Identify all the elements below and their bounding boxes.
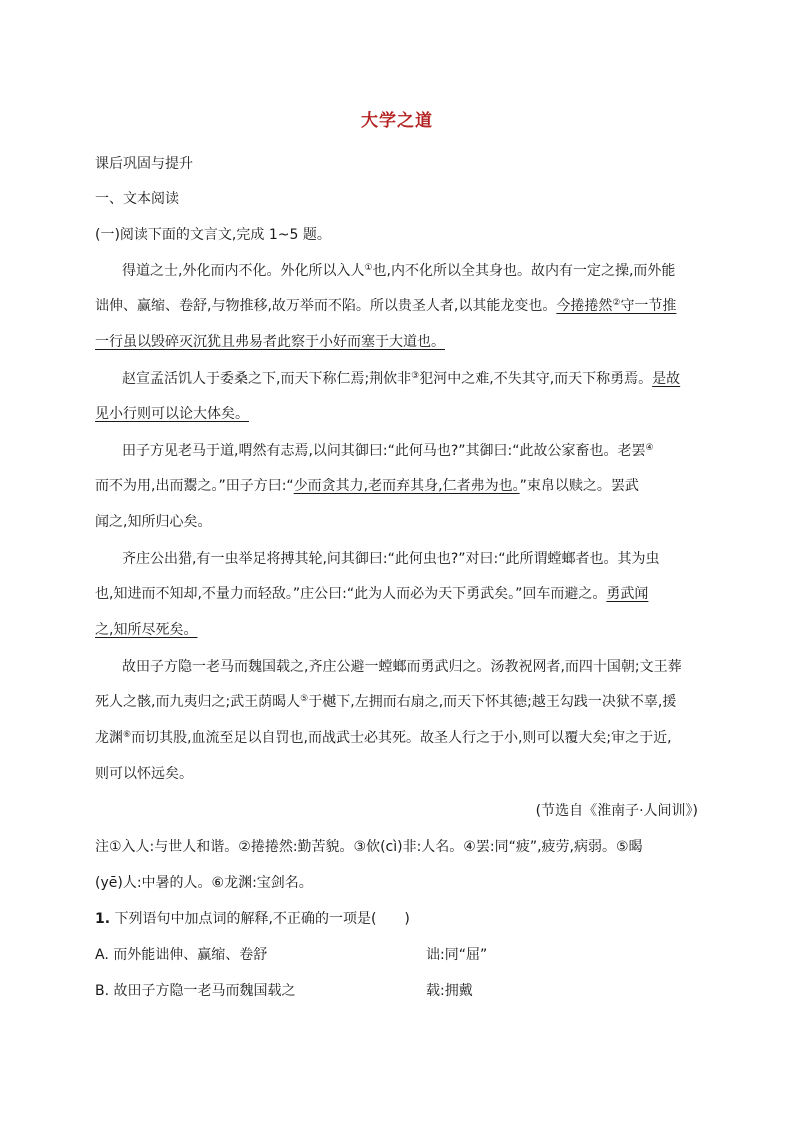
paragraph-5-line-3: 龙渊⑥而切其股,血流至足以自罚也,而战武士必其死。故圣人行之于小,则可以覆大矣;审之于近, [95, 730, 672, 746]
paragraph-3-line-3: 闻之,知所归心矣。 [95, 514, 212, 530]
footnote-marker: ⑥ [123, 730, 132, 740]
paragraph-3-line-1: 田子方见老马于道,喟然有志焉,以问其御曰:“此何马也?”其御曰:“此故公家畜也。老罢④ [122, 443, 654, 459]
underlined-text: 是故 [652, 371, 681, 387]
underlined-text: 少而贪其力,老而弃其身,仁者弗为也。 [293, 478, 520, 494]
paragraph-2-line-1: 赵宣孟活饥人于委桑之下,而天下称仁焉;荆佽非③犯河中之难,不失其守,而天下称勇焉。是故 [122, 371, 681, 387]
paragraph-2-line-2: 见小行则可以论大体矣。 [95, 406, 249, 422]
question-number: 1. [95, 911, 111, 927]
question-1: 1. 下列语句中加点词的解释,不正确的一项是( ) [95, 911, 410, 927]
paragraph-4-line-1: 齐庄公出猎,有一虫举足将搏其轮,问其御曰:“此何虫也?”对曰:“此所谓螳螂者也。其为虫 [122, 551, 660, 567]
page-title: 大学之道 [361, 111, 433, 131]
paragraph-5-line-1: 故田子方隐一老马而魏国载之,齐庄公避一螳螂而勇武归之。汤教祝网者,而四十国朝;文王葬 [122, 659, 682, 675]
paragraph-1-line-1: 得道之士,外化而内不化。外化所以入人①也,内不化所以全其身也。故内有一定之操,而外能 [122, 263, 676, 279]
paragraph-5-line-4: 则可以怀远矣。 [95, 766, 193, 782]
underlined-text: 勇武闻 [606, 586, 649, 602]
paragraph-4-line-2: 也,知进而不知却,不量力而轻敌。”庄公曰:“此为人而必为天下勇武矣。”回车而避之。勇武闻 [95, 586, 649, 602]
footnote-marker: ② [612, 298, 621, 308]
notes-line-1: 注①入人:与世人和谐。②捲捲然:勤苦貌。③佽(cì)非:人名。④罢:同“疲”,疲劳,病弱。⑤暍 [95, 839, 643, 855]
subsection-heading: 一、文本阅读 [95, 191, 179, 207]
paragraph-4-line-3: 之,知所尽死矣。 [95, 622, 198, 638]
option-a-explanation: 诎:同“屈” [426, 947, 488, 963]
option-b-explanation: 载:拥戴 [426, 983, 473, 999]
footnote-marker: ③ [411, 371, 420, 381]
paragraph-1-line-3: 一行虽以毁碎灭沉犹且弗易者此察于小好而塞于大道也。 [95, 334, 445, 350]
paragraph-5-line-2: 死人之骸,而九夷归之;武王荫暍人⑤于樾下,左拥而右扇之,而天下怀其德;越王勾践一决狱不辜,援 [95, 694, 677, 710]
footnote-marker: ④ [645, 443, 654, 453]
footnote-marker: ① [364, 263, 373, 273]
section-heading: 课后巩固与提升 [95, 156, 193, 172]
footnote-marker: ⑤ [300, 694, 309, 704]
paragraph-1-line-2: 诎伸、赢缩、卷舒,与物推移,故万举而不陷。所以贵圣人者,以其能龙变也。今捲捲然②守一节推 [95, 298, 677, 314]
paragraph-3-line-2: 而不为用,出而鬻之。”田子方曰:“少而贪其力,老而弃其身,仁者弗为也。”束帛以赎之。罢武 [95, 478, 639, 494]
source-citation: (节选自《淮南子·人间训》) [535, 803, 698, 819]
option-b-sentence: B. 故田子方隐一老马而魏国载之 [95, 983, 296, 999]
reading-instruction: (一)阅读下面的文言文,完成 1~5 题。 [95, 227, 331, 243]
option-a-sentence: A. 而外能诎伸、赢缩、卷舒 [95, 947, 268, 963]
underlined-text: 今捲捲然②守一节推 [556, 298, 677, 314]
notes-line-2: (yē)人:中暑的人。⑥龙渊:宝剑名。 [95, 875, 313, 891]
